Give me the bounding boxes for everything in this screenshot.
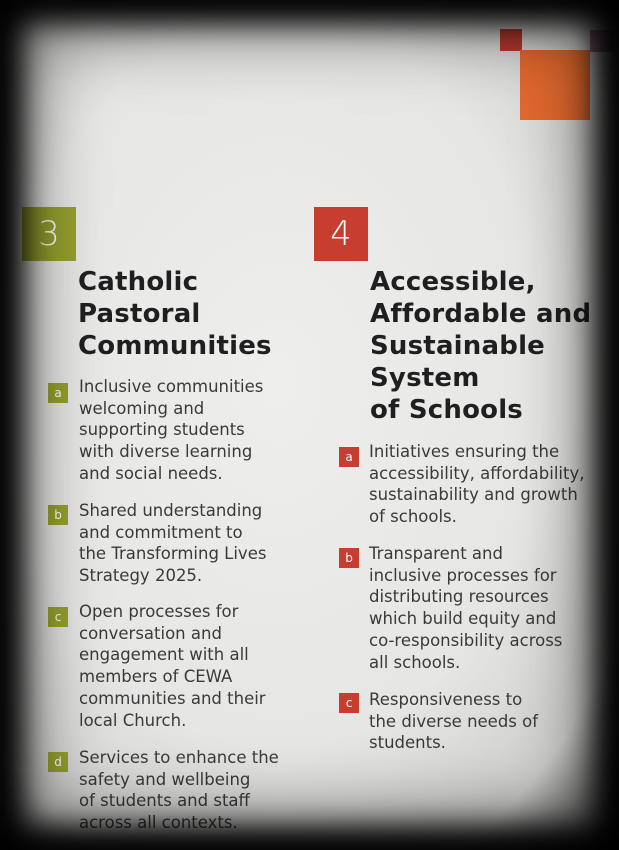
item-text-line: Transparent and xyxy=(369,544,503,563)
title-line: Pastoral xyxy=(78,299,201,329)
item-text-line: Services to enhance the xyxy=(79,748,279,767)
item-text-line: communities and their xyxy=(79,688,266,708)
item-letter-badge: c xyxy=(48,607,68,627)
section-number-4: 4 xyxy=(314,207,368,261)
item-text-line: supporting students xyxy=(79,420,245,440)
item-letter-badge: b xyxy=(48,505,68,525)
title-line: Accessible, xyxy=(370,267,536,297)
section-title-left xyxy=(78,266,272,362)
decorative-orange-square xyxy=(520,50,590,120)
item-text-line: members of CEWA xyxy=(79,667,233,687)
item-text-line: the diverse needs of xyxy=(369,711,539,731)
item-text-line: students. xyxy=(369,733,446,753)
item-text-line: Initiatives ensuring the xyxy=(369,442,560,461)
item-letter-badge: a xyxy=(48,383,68,403)
item-text-line: of students and staff xyxy=(79,791,250,811)
title-line: of Schools xyxy=(370,395,523,425)
item-letter-badge: b xyxy=(339,548,359,568)
item-text-line: which build equity and xyxy=(369,609,557,629)
item-text-line: sustainability and growth xyxy=(369,485,578,505)
item-text xyxy=(369,689,538,754)
item-text-line: Shared understanding xyxy=(79,501,263,520)
item-text-line: inclusive processes for xyxy=(369,565,557,585)
item-letter-badge: d xyxy=(48,752,68,772)
item-text xyxy=(79,747,279,834)
title-line: Catholic xyxy=(78,267,199,297)
item-text-line: welcoming and xyxy=(79,398,205,418)
item-text xyxy=(79,376,263,485)
item-text-line: engagement with all xyxy=(79,645,249,665)
item-text-line: local Church. xyxy=(79,710,187,730)
title-line: Communities xyxy=(78,331,272,361)
section-number-3: 3 xyxy=(22,207,76,261)
item-text xyxy=(369,543,562,673)
item-text-line: Inclusive communities xyxy=(79,377,264,396)
title-line: Sustainable xyxy=(370,331,546,361)
item-text-line: accessibility, affordability, xyxy=(369,463,585,483)
decorative-purple-square xyxy=(590,30,615,52)
item-text-line: Strategy 2025. xyxy=(79,566,203,586)
section-title-right xyxy=(370,266,591,426)
item-text xyxy=(79,601,266,731)
item-text-line: and commitment to xyxy=(79,522,243,542)
item-text-line: with diverse learning xyxy=(79,442,253,462)
item-text-line: across all contexts. xyxy=(79,813,238,833)
item-text-line: Responsiveness to xyxy=(369,690,523,709)
title-line: System xyxy=(370,363,480,393)
item-text xyxy=(79,500,266,587)
decorative-red-square xyxy=(500,29,522,51)
item-text-line: all schools. xyxy=(369,652,461,672)
item-text-line: of schools. xyxy=(369,507,457,527)
item-text xyxy=(369,441,585,528)
item-text-line: Open processes for xyxy=(79,602,239,621)
item-text-line: the Transforming Lives xyxy=(79,544,267,564)
item-text-line: distributing resources xyxy=(369,587,549,607)
title-line: Affordable and xyxy=(370,299,592,329)
item-letter-badge: c xyxy=(339,693,359,713)
item-text-line: co-responsibility across xyxy=(369,630,563,650)
item-letter-badge: a xyxy=(339,447,359,467)
item-text-line: and social needs. xyxy=(79,463,223,483)
item-text-line: safety and wellbeing xyxy=(79,769,251,789)
item-text-line: conversation and xyxy=(79,623,222,643)
